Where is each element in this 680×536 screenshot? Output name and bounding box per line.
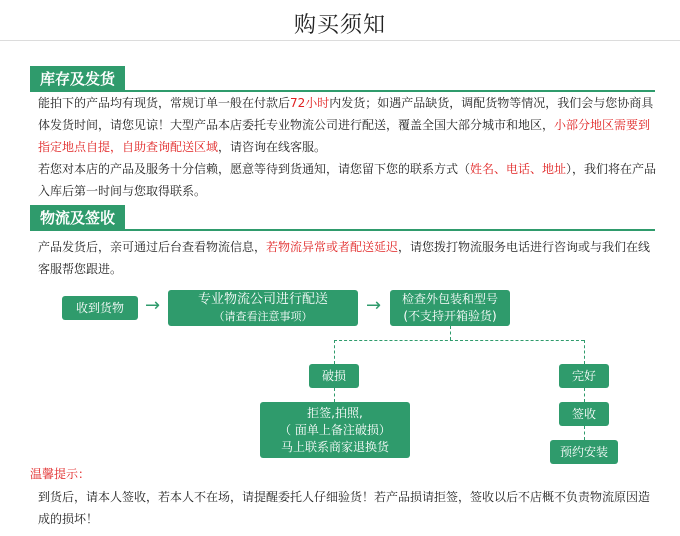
flow-inspect-label: 检查外包装和型号 — [401, 292, 498, 306]
stock-text: 若您对本店的产品及服务十分信赖，愿意等待到货通知，请您留下您的联系方式（ — [38, 162, 471, 176]
title-divider — [0, 40, 680, 41]
flow-arrow-2: → — [366, 295, 382, 316]
flow-inspect-sub: (不支持开箱验货) — [403, 309, 497, 323]
flow-refuse-line-3: 马上联系商家退换货 — [280, 439, 389, 454]
stock-paragraph-1 — [38, 92, 660, 158]
flow-delivery-box — [168, 290, 358, 326]
flow-sign-box — [559, 402, 609, 426]
stock-highlight-contact: 姓名、电话、地址 — [470, 162, 567, 176]
stock-text: 内发货；如遇产品缺货，调配货物等情况，我们会与您协商具体发货时间，请您见谅！大型产品本店委托专业物流公司进行配送，覆盖全国大部分城市和地区， — [38, 96, 654, 132]
flow-refuse-line-2: （ 面单上备注破损） — [279, 422, 391, 437]
tip-label: 温馨提示： — [30, 467, 91, 481]
flow-connector-right — [584, 340, 585, 364]
flow-connector-left — [334, 340, 335, 364]
tip-text: 到货后，请本人签收，若本人不在场，请提醒委托人仔细验货！若产品损请拒签，签收以后不店概不负责物流原因造成的损坏！ — [38, 490, 651, 526]
logistics-text: ，请您拨打物流服务电话进行咨询或与我们在线客服帮您跟进。 — [38, 240, 651, 276]
stock-text: ，请咨询在线客服。 — [218, 140, 327, 154]
flow-refuse-line-1: 拒签,拍照, — [307, 405, 363, 420]
flow-install-label: 预约安装 — [559, 444, 608, 459]
flow-damaged-label: 破损 — [321, 368, 346, 383]
logistics-heading: 物流及签收 — [30, 205, 125, 231]
logistics-paragraph — [38, 236, 660, 280]
flow-intact-box — [559, 364, 609, 388]
flow-receive-label: 收到货物 — [75, 300, 124, 315]
flow-connector-intact — [584, 388, 585, 402]
flow-refuse-box — [260, 402, 410, 458]
flow-sign-label: 签收 — [571, 406, 596, 421]
stock-paragraph-2 — [38, 158, 660, 202]
flow-install-box — [550, 440, 618, 464]
flow-connector-horizontal — [334, 340, 584, 341]
stock-highlight-72h: 72小时 — [290, 96, 330, 110]
flow-inspect-box — [390, 290, 510, 326]
stock-text: 能拍下的产品均有现货，常规订单一般在付款后 — [38, 96, 291, 110]
flow-connector-down — [450, 326, 451, 340]
stock-text: ），我们将在产品入库后第一时间与您取得联系。 — [38, 162, 657, 198]
stock-heading: 库存及发货 — [30, 66, 125, 92]
logistics-text: 产品发货后，亲可通过后台查看物流信息， — [38, 240, 267, 254]
flow-delivery-sub: （请查看注意事项） — [213, 310, 313, 323]
flow-connector-damaged — [334, 388, 335, 402]
flow-arrow-1: → — [145, 295, 161, 316]
stock-highlight-pickup: 小部分地区需要到指定地点自提，自助查询配送区域 — [38, 118, 651, 154]
flow-damaged-box — [309, 364, 359, 388]
logistics-heading-rule — [30, 229, 655, 231]
page-title: 购买须知 — [293, 13, 386, 38]
logistics-highlight: 若物流异常或者配送延迟 — [266, 240, 399, 254]
flow-delivery-label: 专业物流公司进行配送 — [197, 292, 328, 307]
flow-intact-label: 完好 — [571, 368, 596, 383]
flow-receive-box — [62, 296, 138, 320]
flow-connector-sign — [584, 426, 585, 440]
